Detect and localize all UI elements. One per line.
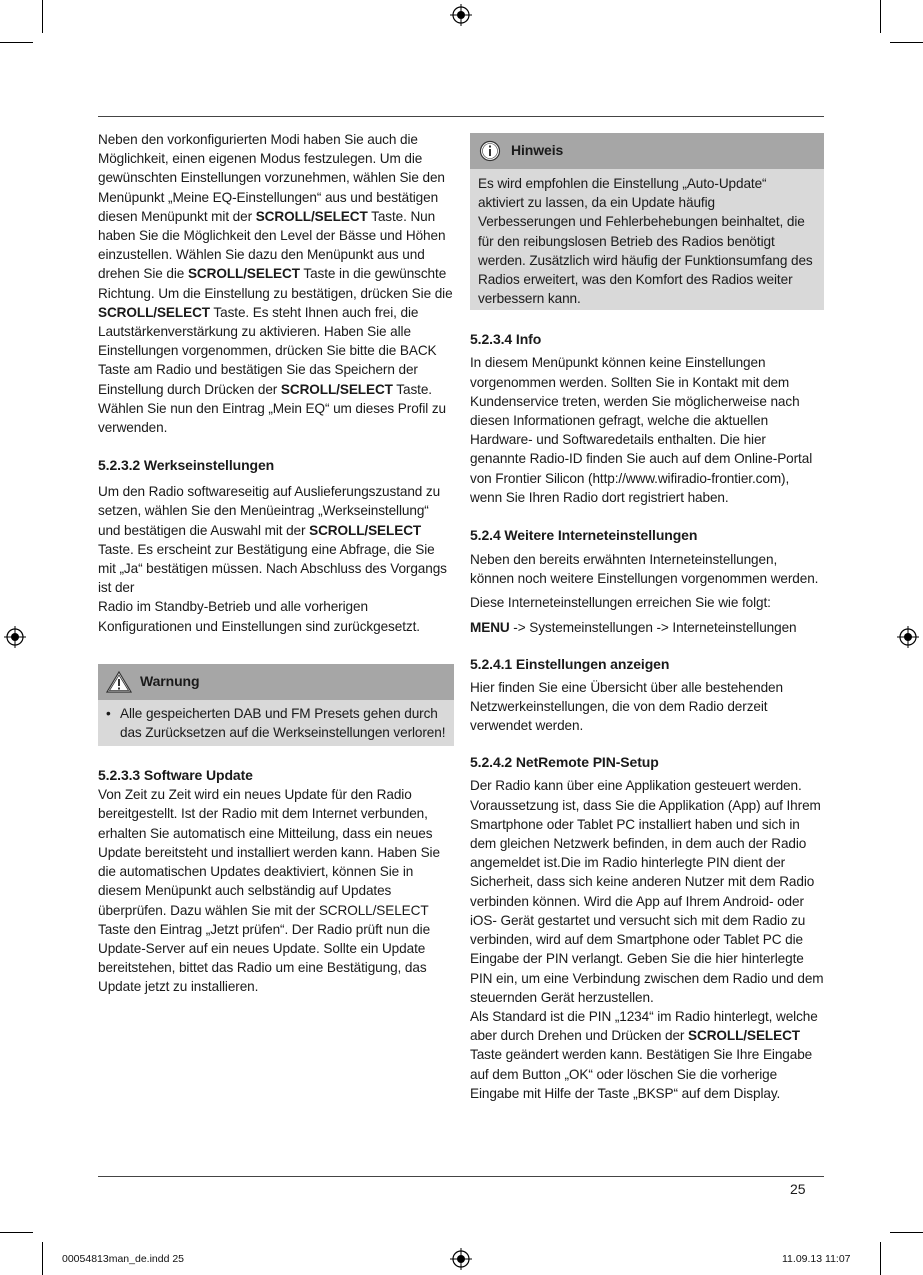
text-run: Um den Radio softwareseitig auf Auslieferungszustand zu setzen, wählen Sie den Menüeintrag „Werkseinstellung“ und bestätigen die Auswahl mit der	[98, 484, 441, 538]
warning-box-header	[98, 664, 454, 700]
software-update-paragraph: Von Zeit zu Zeit wird ein neues Update für den Radio bereitgestellt. Ist der Radio mit dem Internet verbunden, erhalten Sie automatisch eine Mitteilung, dass ein neues Update bereitsteht und installiert werden kann. Haben Sie die automatischen Updates deaktiviert, können Sie in diesem Menüpunkt auch selbständig auf Updates überprüfen. Dazu wählen Sie mit der SCROLL/SELECT Taste den Eintrag „Jetzt prüfen“. Der Radio prüft nun die Update-Server auf ein neues Update. Sollte ein Update bereitstehen, bittet das Radio um eine Bestätigung, das Update jetzt zu installieren.	[98, 787, 440, 995]
werkseinstellungen-paragraph	[98, 482, 454, 636]
text-run: Taste. Nun haben Sie die Möglichkeit den Level der Bässe und Höhen einzustellen. Wählen Sie dazu den Menüpunkt aus und drehen Sie die	[98, 208, 446, 282]
heading-weitere-interneteinstellungen: 5.2.4 Weitere Interneteinstellungen	[470, 527, 698, 544]
heading-einstellungen-anzeigen: 5.2.4.1 Einstellungen anzeigen	[470, 655, 670, 672]
bullet: •	[106, 705, 111, 721]
note-box	[470, 133, 824, 310]
heading-info: 5.2.3.4 Info	[470, 331, 542, 348]
warning-title: Warnung	[140, 673, 200, 690]
note-text: Es wird empfohlen die Einstellung „Auto-Update“ aktiviert zu lassen, da ein Update häufig Verbesserungen und Fehlerbehebungen beinhaltet, die für den reibungslosen Betrieb des Radios benötigt werden. Zusätzlich wird häufig der Funktionsumfang des Radios erweitert, was den Komfort des Radios weiter verbessern kann.	[478, 176, 813, 307]
text-run: Radio im Standby-Betrieb und alle vorherigen Konfigurationen und Einstellungen sind zurückgesetzt.	[98, 599, 420, 634]
menu-path-text: -> Systemeinstellungen -> Interneteinstellungen	[509, 619, 797, 635]
internet-settings-access-paragraph: Diese Interneteinstellungen erreichen Sie wie folgt:	[470, 595, 771, 611]
key-label: SCROLL/SELECT	[309, 522, 422, 538]
footer-rule	[98, 1176, 824, 1177]
note-title: Hinweis	[511, 142, 564, 159]
key-label: SCROLL/SELECT	[688, 1028, 800, 1044]
menu-key: MENU	[470, 619, 510, 635]
internet-settings-paragraph: Neben den bereits erwähnten Interneteinstellungen, können noch weitere Einstellungen vorgenommen werden.	[470, 552, 819, 587]
slug-date: 11.09.13 11:07	[782, 1253, 851, 1265]
key-label: SCROLL/SELECT	[280, 381, 393, 397]
text-run: Taste. Es erscheint zur Bestätigung eine Abfrage, die Sie mit „Ja“ bestätigen müssen. Nach Abschluss des Vorgangs ist der	[98, 541, 447, 596]
registration-mark-icon	[897, 626, 919, 648]
crop-mark	[890, 1232, 923, 1233]
registration-mark-icon	[450, 1248, 472, 1270]
text-run: Taste in die gewünschte Richtung. Um die Einstellung zu bestätigen, drücken Sie die	[98, 266, 453, 301]
header-rule	[98, 116, 824, 117]
crop-mark	[0, 42, 33, 43]
info-icon	[479, 140, 501, 162]
eq-settings-paragraph	[98, 130, 454, 437]
crop-mark	[42, 0, 43, 33]
key-label: SCROLL/SELECT	[98, 304, 210, 320]
text-run: Taste geändert werden kann. Bestätigen Sie Ihre Eingabe auf dem Button „OK“ oder löschen Sie die vorherige Eingabe mit Hilfe der Taste „BKSP“ auf dem Display.	[470, 1047, 813, 1101]
crop-mark	[0, 1232, 33, 1233]
heading-netremote-pin-setup: 5.2.4.2 NetRemote PIN-Setup	[470, 754, 659, 771]
registration-mark-icon	[450, 4, 472, 26]
key-label: SCROLL/SELECT	[187, 266, 300, 282]
warning-box-body	[98, 700, 454, 746]
note-box-body	[470, 169, 824, 310]
registration-mark-icon	[4, 626, 26, 648]
text-run: Taste. Es steht Ihnen auch frei, die Lautstärkenverstärkung zu aktivieren. Haben Sie alle Einstellungen vorgenommen, drücken Sie bitte die BACK Taste am Radio und bestätigen Sie das Speichern der Einstellung durch Drücken der	[98, 304, 437, 397]
left-column	[98, 130, 454, 997]
warning-triangle-icon	[106, 671, 132, 693]
note-box-header	[470, 133, 824, 169]
slug-filename: 00054813man_de.indd 25	[62, 1253, 185, 1265]
text-run: Taste. Wählen Sie nun den Eintrag „Mein EQ“ um dieses Profil zu verwenden.	[98, 381, 447, 436]
warning-text: Alle gespeicherten DAB und FM Presets gehen durch das Zurücksetzen auf die Werkseinstellungen verloren!	[120, 705, 446, 741]
crop-mark	[890, 42, 923, 43]
warning-box	[98, 664, 454, 746]
text-run: Als Standard ist die PIN „1234“ im Radio hinterlegt, welche aber durch Drehen und Drücken der	[470, 1008, 818, 1044]
heading-software-update: 5.2.3.3 Software Update	[98, 767, 253, 784]
heading-werkseinstellungen: 5.2.3.2 Werkseinstellungen	[98, 457, 275, 474]
key-label: SCROLL/SELECT	[255, 208, 368, 224]
text-run: Der Radio kann über eine Applikation gesteuert werden. Voraussetzung ist, dass Sie die Applikation (App) auf Ihrem Smartphone oder Tablet PC installiert haben und sich in dem gleichen Netzwerk befinden, in dem auch der Radio angemeldet ist.Die im Radio hinterlegte PIN dient der Sicherheit, dass sich keine anderen Nutzer mit dem Radio verbinden können. Wird die App auf Ihrem Android- oder iOS- Gerät gestartet und versucht sich mit dem Radio zu verbinden, wird auf dem Smartphone oder Tablet PC die Eingabe der PIN verlangt. Geben Sie die hier hinterlegte PIN ein, um eine Verbindung zwischen dem Radio und dem steuernden Gerät herzustellen.	[470, 778, 824, 1005]
text-run: Neben den vorkonfigurierten Modi haben Sie auch die Möglichkeit, einen eigenen Modus festzulegen. Um die gewünschten Einstellungen vorzunehmen, wählen Sie den Menüpunkt „Meine EQ-Einstellungen“ aus und bestätigen diesen Menüpunkt mit der	[98, 132, 445, 224]
einstellungen-anzeigen-paragraph: Hier finden Sie eine Übersicht über alle bestehenden Netzwerkeinstellungen, die von dem Radio derzeit verwendet werden.	[470, 679, 783, 734]
right-column	[470, 133, 824, 1103]
netremote-pin-paragraph	[470, 776, 824, 1102]
page-number: 25	[790, 1181, 806, 1197]
info-paragraph: In diesem Menüpunkt können keine Einstellungen vorgenommen werden. Sollten Sie in Kontakt mit dem Kundenservice treten, werden Sie möglicherweise nach diesen Informationen gefragt, welche die aktuellen Hardware- und Softwaredetails enthalten. Die hier genannte Radio-ID finden Sie auch auf dem Online-Portal von Frontier Silicon (http://www.wifiradio-frontier.com), wenn Sie Ihren Radio dort registriert haben.	[470, 355, 813, 505]
crop-mark	[42, 1242, 43, 1275]
menu-path	[470, 618, 824, 637]
crop-mark	[880, 1242, 881, 1275]
crop-mark	[880, 0, 881, 33]
